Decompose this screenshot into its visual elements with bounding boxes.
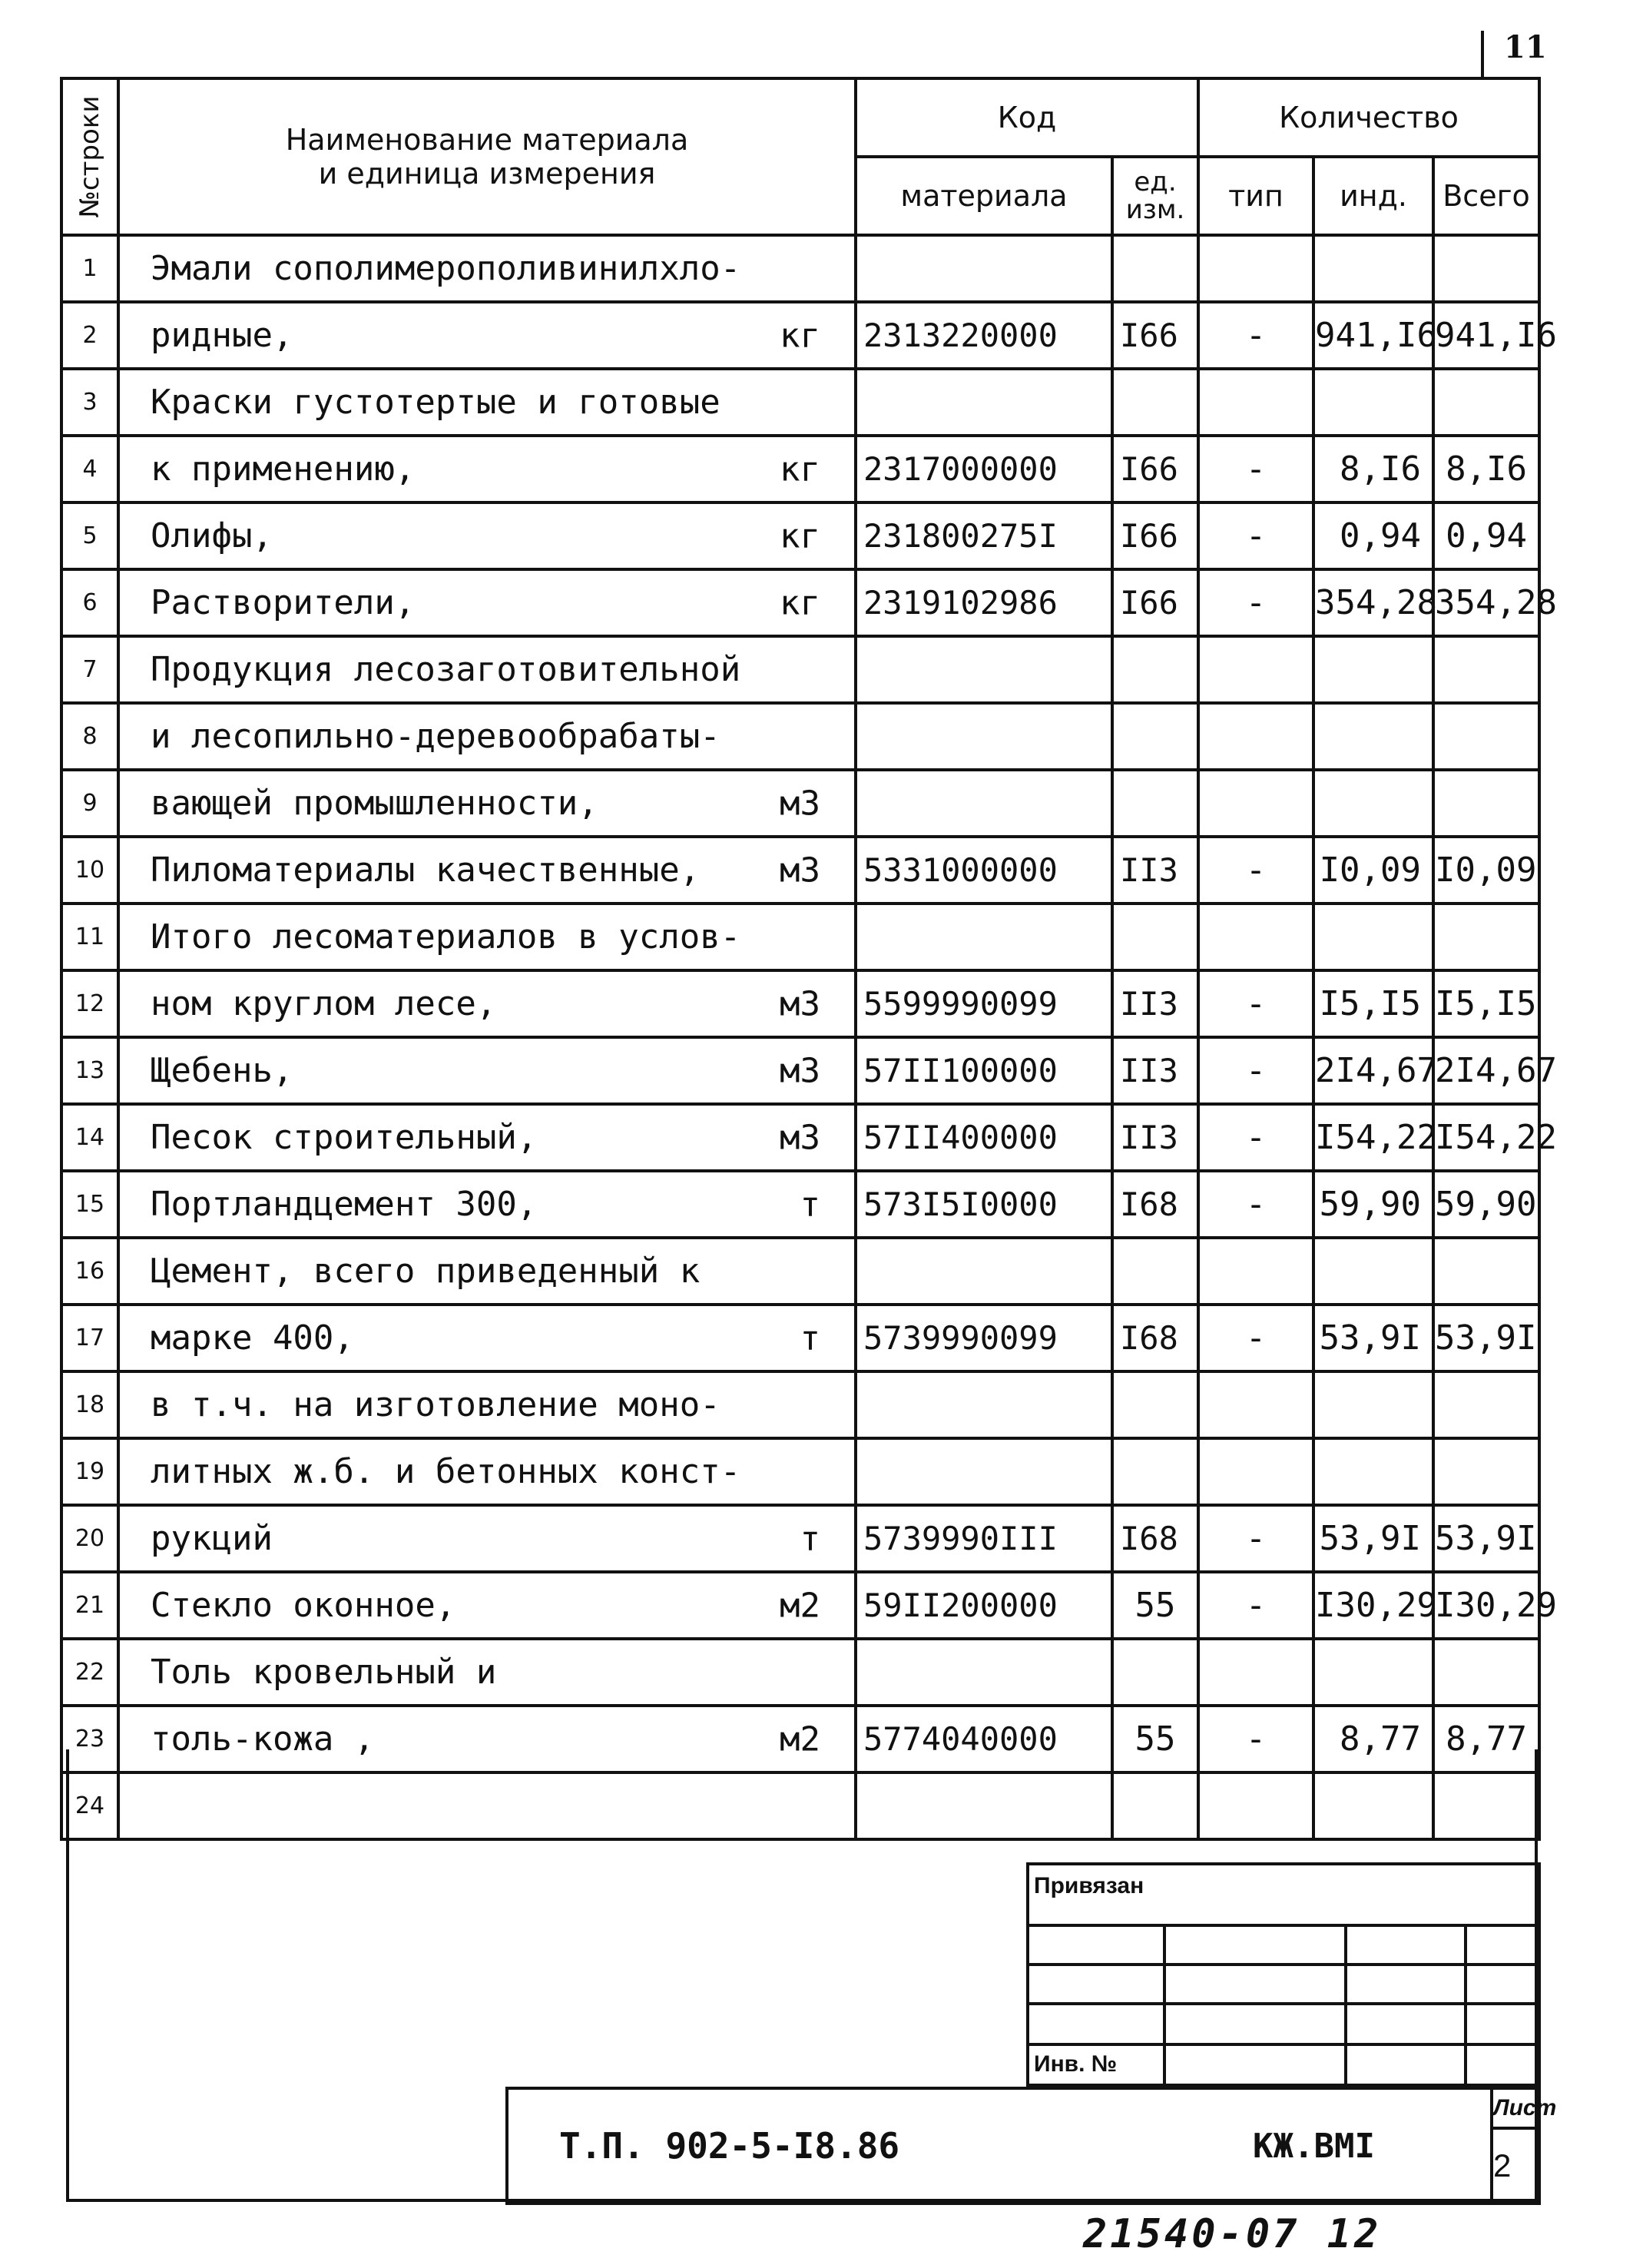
material-name: Портландцемент 300, — [151, 1185, 538, 1224]
table-row — [61, 1505, 1539, 1572]
material-code: 57II100000 — [856, 1037, 1112, 1104]
material-name-cell — [118, 1305, 856, 1371]
material-code: 2319102986 — [856, 569, 1112, 636]
row-number: 15 — [61, 1171, 118, 1238]
quantity-type — [1198, 636, 1313, 703]
material-name-cell — [118, 1706, 856, 1772]
quantity-ind — [1313, 770, 1433, 837]
row-number: 13 — [61, 1037, 118, 1104]
quantity-type — [1198, 1238, 1313, 1305]
table-row — [61, 703, 1539, 770]
row-number: 14 — [61, 1104, 118, 1171]
material-code — [856, 636, 1112, 703]
row-number: 7 — [61, 636, 118, 703]
unit-code: I66 — [1112, 502, 1198, 569]
header-type: тип — [1198, 157, 1313, 235]
table-row — [61, 1438, 1539, 1505]
page-number-bar — [1481, 31, 1484, 77]
material-name: Продукция лесозаготовительной — [151, 650, 741, 689]
material-name: Эмали сополимерополивинилхло- — [151, 249, 741, 288]
header-unit: ед. изм. — [1112, 157, 1198, 235]
quantity-ind — [1313, 1772, 1433, 1839]
material-name: Краски густотертые и готовые — [151, 383, 720, 422]
quantity-total: 8,I6 — [1433, 436, 1539, 502]
material-code: 5599990099 — [856, 970, 1112, 1037]
table-row — [61, 770, 1539, 837]
quantity-total — [1433, 1371, 1539, 1438]
quantity-total — [1433, 703, 1539, 770]
material-name: Стекло оконное, — [151, 1586, 456, 1625]
quantity-ind: 53,9I — [1313, 1305, 1433, 1371]
material-code: 57II400000 — [856, 1104, 1112, 1171]
table-row — [61, 837, 1539, 904]
table-row — [61, 436, 1539, 502]
quantity-type: - — [1198, 1305, 1313, 1371]
quantity-total: I5,I5 — [1433, 970, 1539, 1037]
quantity-ind — [1313, 1438, 1433, 1505]
unit-code: I68 — [1112, 1505, 1198, 1572]
quantity-ind: I54,22 — [1313, 1104, 1433, 1171]
unit-code: II3 — [1112, 970, 1198, 1037]
quantity-total: 53,9I — [1433, 1505, 1539, 1572]
row-number: 18 — [61, 1371, 118, 1438]
unit-of-measure: т — [800, 1185, 820, 1224]
material-code — [856, 1238, 1112, 1305]
unit-of-measure: кг — [780, 516, 820, 555]
material-code — [856, 1438, 1112, 1505]
unit-code — [1112, 1438, 1198, 1505]
quantity-total: I30,29 — [1433, 1572, 1539, 1639]
material-name-cell — [118, 1371, 856, 1438]
page-number: 11 — [1504, 29, 1547, 65]
row-number: 5 — [61, 502, 118, 569]
table-row — [61, 502, 1539, 569]
quantity-total: 59,90 — [1433, 1171, 1539, 1238]
material-name: ном круглом лесе, — [151, 984, 497, 1023]
title-block — [505, 2087, 1557, 2205]
materials-table — [60, 77, 1557, 1841]
row-number: 11 — [61, 904, 118, 970]
material-name-cell — [118, 436, 856, 502]
quantity-ind: 59,90 — [1313, 1171, 1433, 1238]
table-row — [61, 235, 1539, 302]
quantity-ind — [1313, 369, 1433, 436]
row-number: 12 — [61, 970, 118, 1037]
header-ind: инд. — [1313, 157, 1433, 235]
material-name: Итого лесоматериалов в услов- — [151, 917, 741, 957]
unit-code: 55 — [1112, 1572, 1198, 1639]
quantity-total — [1433, 770, 1539, 837]
table-row — [61, 1371, 1539, 1438]
sheet-number: 2 — [1492, 2128, 1539, 2203]
quantity-type: - — [1198, 436, 1313, 502]
row-number: 3 — [61, 369, 118, 436]
header-name: Наименование материала и единица измерения — [118, 78, 856, 235]
unit-code — [1112, 904, 1198, 970]
material-name: к применению, — [151, 449, 416, 489]
table-row — [61, 1305, 1539, 1371]
frame-left-line — [66, 1749, 69, 2201]
row-number: 24 — [61, 1772, 118, 1839]
unit-of-measure: м3 — [780, 1051, 820, 1090]
material-name-cell — [118, 502, 856, 569]
quantity-ind — [1313, 1639, 1433, 1706]
unit-code: I66 — [1112, 436, 1198, 502]
quantity-total — [1433, 1238, 1539, 1305]
unit-code — [1112, 1639, 1198, 1706]
table-row — [61, 1171, 1539, 1238]
header-quantity-group: Количество — [1198, 78, 1539, 157]
row-number: 21 — [61, 1572, 118, 1639]
unit-of-measure: м2 — [780, 1586, 820, 1625]
unit-of-measure: т — [800, 1318, 820, 1358]
quantity-ind: I0,09 — [1313, 837, 1433, 904]
material-name: толь-кожа , — [151, 1719, 375, 1759]
material-code — [856, 235, 1112, 302]
quantity-ind: I30,29 — [1313, 1572, 1433, 1639]
material-name: Олифы, — [151, 516, 273, 555]
material-code — [856, 1639, 1112, 1706]
row-number: 23 — [61, 1706, 118, 1772]
unit-of-measure: м3 — [780, 850, 820, 890]
unit-code — [1112, 369, 1198, 436]
quantity-type — [1198, 1639, 1313, 1706]
quantity-type: - — [1198, 1171, 1313, 1238]
material-code: 59II200000 — [856, 1572, 1112, 1639]
title-main-cell — [507, 2088, 1492, 2203]
quantity-ind: 0,94 — [1313, 502, 1433, 569]
quantity-ind — [1313, 235, 1433, 302]
material-name-cell — [118, 636, 856, 703]
row-number: 1 — [61, 235, 118, 302]
quantity-ind — [1313, 1371, 1433, 1438]
material-code: 5739990099 — [856, 1305, 1112, 1371]
quantity-total — [1433, 904, 1539, 970]
quantity-total — [1433, 369, 1539, 436]
material-name-cell — [118, 970, 856, 1037]
unit-code: I66 — [1112, 569, 1198, 636]
quantity-total: I54,22 — [1433, 1104, 1539, 1171]
table-row — [61, 1772, 1539, 1839]
header-row-1 — [61, 78, 1539, 157]
quantity-total: 354,28 — [1433, 569, 1539, 636]
table-row — [61, 904, 1539, 970]
drawing-mark: КЖ.ВМI — [1253, 2126, 1375, 2166]
quantity-ind: 8,77 — [1313, 1706, 1433, 1772]
unit-code: II3 — [1112, 837, 1198, 904]
material-name-cell — [118, 1238, 856, 1305]
unit-code — [1112, 1371, 1198, 1438]
quantity-total — [1433, 235, 1539, 302]
unit-code — [1112, 1772, 1198, 1839]
quantity-type: - — [1198, 302, 1313, 369]
material-name: Толь кровельный и — [151, 1653, 497, 1692]
quantity-ind — [1313, 636, 1433, 703]
archive-stamp: 21540-07 12 — [1083, 2211, 1382, 2257]
quantity-total: 53,9I — [1433, 1305, 1539, 1371]
quantity-total: I0,09 — [1433, 837, 1539, 904]
unit-code — [1112, 703, 1198, 770]
unit-code — [1112, 770, 1198, 837]
unit-code: II3 — [1112, 1037, 1198, 1104]
material-name-cell — [118, 302, 856, 369]
binding-stamp — [1026, 1862, 1541, 2087]
row-number: 22 — [61, 1639, 118, 1706]
quantity-total — [1433, 1438, 1539, 1505]
material-name: Растворители, — [151, 583, 416, 622]
quantity-ind: 941,I6 — [1313, 302, 1433, 369]
table-row — [61, 1238, 1539, 1305]
sheet-label: Лист — [1492, 2088, 1539, 2128]
row-number: 4 — [61, 436, 118, 502]
material-name-cell — [118, 1772, 856, 1839]
material-code — [856, 369, 1112, 436]
table-row — [61, 569, 1539, 636]
table-row — [61, 1104, 1539, 1171]
quantity-ind: 354,28 — [1313, 569, 1433, 636]
unit-code — [1112, 1238, 1198, 1305]
quantity-type: - — [1198, 1104, 1313, 1171]
material-name: вающей промышленности, — [151, 784, 598, 823]
unit-of-measure: м3 — [780, 984, 820, 1023]
quantity-type — [1198, 235, 1313, 302]
material-code — [856, 1772, 1112, 1839]
header-total: Всего — [1433, 157, 1539, 235]
row-number: 6 — [61, 569, 118, 636]
quantity-type: - — [1198, 1037, 1313, 1104]
quantity-type — [1198, 1438, 1313, 1505]
material-code — [856, 1371, 1112, 1438]
quantity-total — [1433, 636, 1539, 703]
quantity-type — [1198, 369, 1313, 436]
quantity-total: 0,94 — [1433, 502, 1539, 569]
material-name: и лесопильно-деревообрабаты- — [151, 717, 720, 756]
row-number: 17 — [61, 1305, 118, 1371]
material-name-cell — [118, 770, 856, 837]
material-name-cell — [118, 1438, 856, 1505]
quantity-ind — [1313, 703, 1433, 770]
material-code: 573I5I0000 — [856, 1171, 1112, 1238]
quantity-ind: 2I4,67 — [1313, 1037, 1433, 1104]
unit-of-measure: м2 — [780, 1719, 820, 1759]
table-row — [61, 1639, 1539, 1706]
material-code: 231800275I — [856, 502, 1112, 569]
material-code — [856, 770, 1112, 837]
row-number: 16 — [61, 1238, 118, 1305]
row-number: 10 — [61, 837, 118, 904]
table-row — [61, 302, 1539, 369]
quantity-total — [1433, 1772, 1539, 1839]
material-code — [856, 904, 1112, 970]
material-code: 5774040000 — [856, 1706, 1112, 1772]
material-name-cell — [118, 1639, 856, 1706]
material-name-cell — [118, 369, 856, 436]
quantity-type: - — [1198, 970, 1313, 1037]
quantity-ind: I5,I5 — [1313, 970, 1433, 1037]
material-name: в т.ч. на изготовление моно- — [151, 1385, 720, 1424]
quantity-ind: 53,9I — [1313, 1505, 1433, 1572]
unit-code: I66 — [1112, 302, 1198, 369]
quantity-total: 8,77 — [1433, 1706, 1539, 1772]
material-name-cell — [118, 1572, 856, 1639]
quantity-type: - — [1198, 569, 1313, 636]
quantity-type: - — [1198, 1505, 1313, 1572]
row-number: 2 — [61, 302, 118, 369]
material-name: Щебень, — [151, 1051, 293, 1090]
material-name: Цемент, всего приведенный к — [151, 1252, 701, 1291]
quantity-type — [1198, 703, 1313, 770]
quantity-type — [1198, 1772, 1313, 1839]
quantity-total: 941,I6 — [1433, 302, 1539, 369]
material-code: 2317000000 — [856, 436, 1112, 502]
quantity-ind — [1313, 1238, 1433, 1305]
unit-of-measure: м3 — [780, 1118, 820, 1157]
material-name-cell — [118, 837, 856, 904]
material-code: 2313220000 — [856, 302, 1112, 369]
material-name-cell — [118, 904, 856, 970]
unit-code: I68 — [1112, 1305, 1198, 1371]
table-body — [61, 235, 1557, 1839]
quantity-type: - — [1198, 502, 1313, 569]
inventory-number-label: Инв. № — [1028, 2044, 1164, 2085]
quantity-total — [1433, 1639, 1539, 1706]
material-name-cell — [118, 235, 856, 302]
material-code — [856, 703, 1112, 770]
quantity-type — [1198, 1371, 1313, 1438]
table-row — [61, 1572, 1539, 1639]
unit-of-measure: кг — [780, 583, 820, 622]
unit-code — [1112, 235, 1198, 302]
quantity-ind: 8,I6 — [1313, 436, 1433, 502]
unit-of-measure: т — [800, 1519, 820, 1558]
quantity-type: - — [1198, 837, 1313, 904]
unit-code: 55 — [1112, 1706, 1198, 1772]
document-code: Т.П. 902-5-I8.86 — [559, 2125, 900, 2167]
table-row — [61, 636, 1539, 703]
material-name-cell — [118, 1171, 856, 1238]
material-name: литных ж.б. и бетонных конст- — [151, 1452, 741, 1491]
row-number: 19 — [61, 1438, 118, 1505]
table-row — [61, 1706, 1539, 1772]
row-number: 20 — [61, 1505, 118, 1572]
unit-of-measure: кг — [780, 449, 820, 489]
quantity-total: 2I4,67 — [1433, 1037, 1539, 1104]
material-name-cell — [118, 1037, 856, 1104]
quantity-type — [1198, 770, 1313, 837]
unit-code: II3 — [1112, 1104, 1198, 1171]
table-row — [61, 1037, 1539, 1104]
material-name: марке 400, — [151, 1318, 354, 1358]
bound-label: Привязан — [1028, 1864, 1539, 1925]
table-row — [61, 369, 1539, 436]
material-name-cell — [118, 569, 856, 636]
quantity-type: - — [1198, 1572, 1313, 1639]
material-name: ридные, — [151, 316, 293, 355]
header-code-group: Код — [856, 78, 1198, 157]
row-number: 9 — [61, 770, 118, 837]
quantity-type: - — [1198, 1706, 1313, 1772]
material-name-cell — [118, 703, 856, 770]
quantity-ind — [1313, 904, 1433, 970]
material-name: Пиломатериалы качественные, — [151, 850, 701, 890]
material-name-cell — [118, 1505, 856, 1572]
material-name: рукций — [151, 1519, 273, 1558]
unit-code — [1112, 636, 1198, 703]
header-material-code: материала — [856, 157, 1112, 235]
material-code: 5331000000 — [856, 837, 1112, 904]
material-name: Песок строительный, — [151, 1118, 538, 1157]
unit-code: I68 — [1112, 1171, 1198, 1238]
material-name-cell — [118, 1104, 856, 1171]
material-code: 5739990III — [856, 1505, 1112, 1572]
unit-of-measure: кг — [780, 316, 820, 355]
quantity-type — [1198, 904, 1313, 970]
header-row-number: №строки — [61, 78, 118, 235]
unit-of-measure: м3 — [780, 784, 820, 823]
table-row — [61, 970, 1539, 1037]
row-number: 8 — [61, 703, 118, 770]
